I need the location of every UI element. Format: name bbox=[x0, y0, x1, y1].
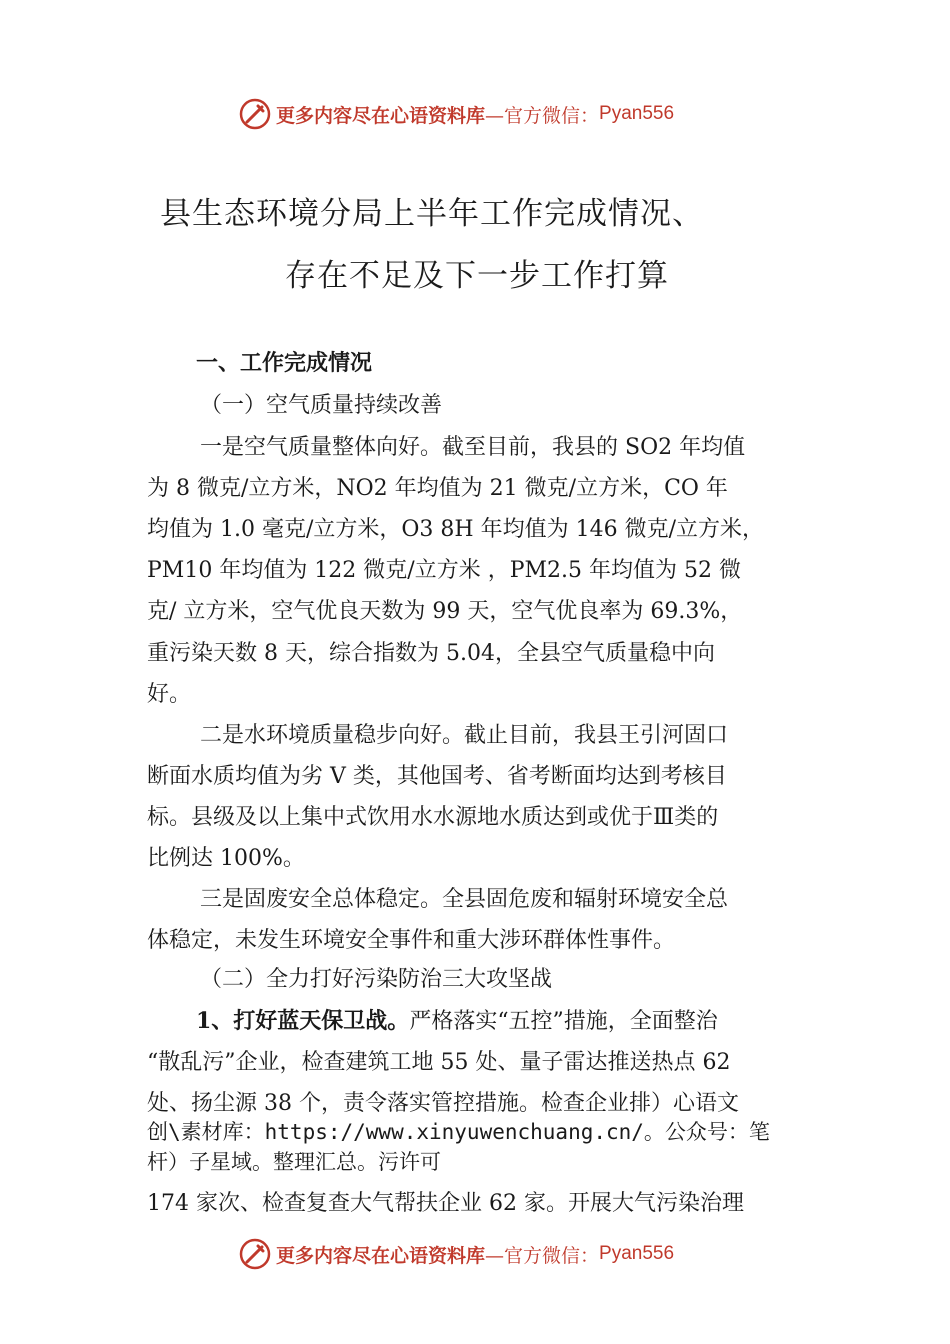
item1-text: 严格落实“五控”措施，全面整治 bbox=[409, 1009, 718, 1034]
section-heading: 一、工作完成情况 bbox=[196, 351, 373, 376]
air-line-6: 重污染天数 8 天，综合指数为 5.04，全县空气质量稳中向 bbox=[147, 641, 715, 666]
inserted-mono-line-2: 杆）子星域。整理汇总。污许可 bbox=[147, 1150, 441, 1174]
watermark-text-2: —官方微信： bbox=[485, 1244, 600, 1267]
water-line-1: 二是水环境质量稳步向好。截止目前，我县王引河固口 bbox=[200, 723, 729, 748]
watermark-bottom bbox=[238, 1237, 674, 1271]
item1-line-3: 处、扬尘源 38 个，责令落实管控措施。检查企业排）心语文 bbox=[147, 1091, 739, 1116]
air-line-3: 均值为 1.0 毫克/立方米，O3 8H 年均值为 146 微克/立方米， bbox=[147, 517, 764, 542]
waste-line-2: 体稳定，未发生环境安全事件和重大涉环群体性事件。 bbox=[147, 928, 676, 953]
watermark-top bbox=[238, 97, 674, 131]
water-line-4: 比例达 100%。 bbox=[147, 846, 305, 871]
watermark-text-1: 更多内容尽在心语资料库 bbox=[276, 1244, 486, 1267]
subsection-heading-1: （一）空气质量持续改善 bbox=[200, 393, 443, 418]
water-line-2: 断面水质均值为劣 V 类，其他国考、省考断面均达到考核目 bbox=[147, 764, 727, 789]
brush-logo-icon bbox=[238, 1237, 272, 1271]
page-title-line1: 县生态环境分局上半年工作完成情况、 bbox=[160, 196, 704, 232]
air-line-2: 为 8 微克/立方米，NO2 年均值为 21 微克/立方米，CO 年 bbox=[147, 476, 728, 501]
air-line-1: 一是空气质量整体向好。截至目前，我县的 SO2 年均值 bbox=[200, 435, 746, 460]
inserted-mono-line-1: 创\素材库：https://www.xinyuwenchuang.cn/。公众号：笔 bbox=[147, 1120, 770, 1144]
watermark-text-2: —官方微信： bbox=[485, 104, 600, 127]
waste-line-1: 三是固废安全总体稳定。全县固危废和辐射环境安全总 bbox=[200, 887, 729, 912]
watermark-text-3: Pyan556 bbox=[599, 103, 675, 124]
item1-title: 1、打好蓝天保卫战。 bbox=[196, 1008, 410, 1034]
air-line-7: 好。 bbox=[147, 682, 192, 707]
air-line-4: PM10 年均值为 122 微克/立方米 ，PM2.5 年均值为 52 微 bbox=[147, 558, 741, 583]
air-line-5: 克/ 立方米，空气优良天数为 99 天，空气优良率为 69.3%， bbox=[147, 599, 743, 624]
page-title-line2: 存在不足及下一步工作打算 bbox=[285, 258, 669, 294]
item1-line-4: 174 家次、检查复查大气帮扶企业 62 家。开展大气污染治理 bbox=[147, 1191, 744, 1216]
watermark-text-3: Pyan556 bbox=[599, 1243, 675, 1264]
brush-logo-icon bbox=[238, 97, 272, 131]
subsection-heading-2: （二）全力打好污染防治三大攻坚战 bbox=[200, 967, 553, 992]
item1-line-1 bbox=[196, 1004, 718, 1035]
watermark-text-1: 更多内容尽在心语资料库 bbox=[276, 104, 486, 127]
water-line-3: 标。县级及以上集中式饮用水水源地水质达到或优于Ⅲ类的 bbox=[147, 805, 719, 830]
item1-line-2: “散乱污”企业，检查建筑工地 55 处、量子雷达推送热点 62 bbox=[147, 1050, 731, 1075]
